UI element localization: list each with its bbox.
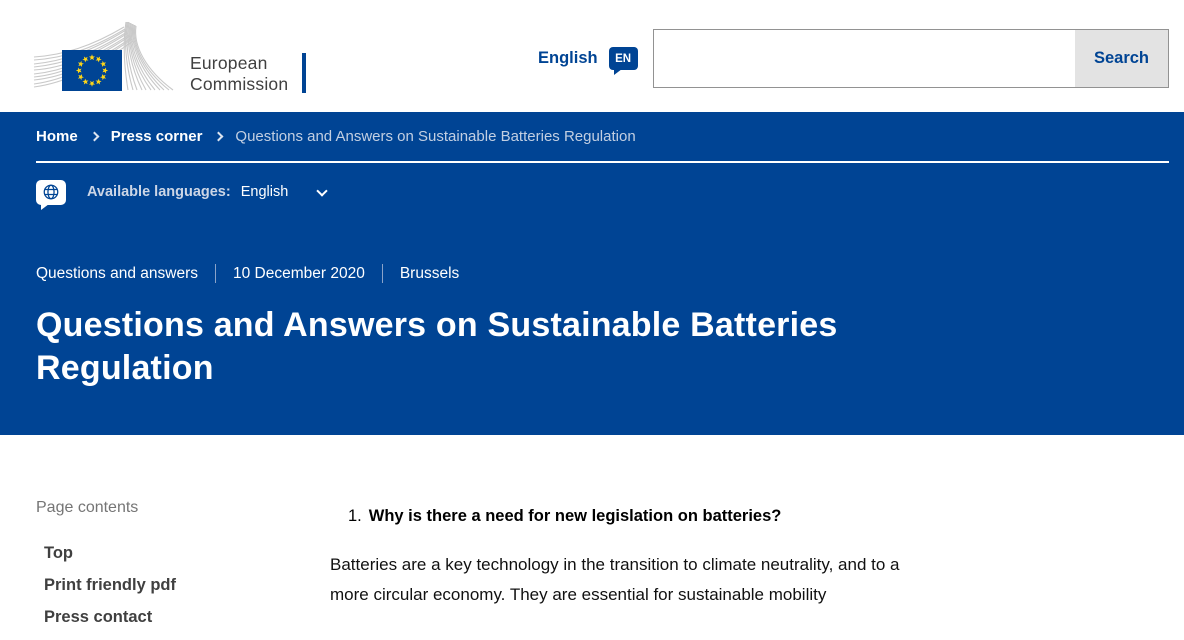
chevron-down-icon xyxy=(317,185,328,196)
breadcrumb-divider xyxy=(36,161,1169,163)
logo-line-2: Commission xyxy=(190,74,289,94)
globe-speech-bubble-icon xyxy=(36,180,66,205)
search-bar xyxy=(653,29,1169,88)
language-select[interactable] xyxy=(241,184,327,200)
sidebar-item-press-contact[interactable]: Press contact xyxy=(44,608,153,626)
header-language-label: English xyxy=(538,49,598,67)
en-speech-bubble-icon: EN xyxy=(609,47,638,70)
meta-date: 10 December 2020 xyxy=(232,264,365,282)
qa-question-row xyxy=(330,507,924,526)
page-title: Questions and Answers on Sustainable Batteries Regulation xyxy=(36,306,838,387)
hero-band xyxy=(0,112,1184,435)
article-content xyxy=(330,499,924,640)
meta-content-type: Questions and answers xyxy=(36,264,198,282)
language-select-value: English xyxy=(240,184,289,200)
logo-blue-bar xyxy=(302,53,306,93)
breadcrumb xyxy=(36,112,1169,161)
site-header xyxy=(0,0,1184,112)
chevron-right-icon xyxy=(89,132,99,142)
qa-question-number: 1. xyxy=(348,507,362,525)
breadcrumb-home[interactable]: Home xyxy=(36,128,78,145)
breadcrumb-press-corner[interactable]: Press corner xyxy=(110,128,203,145)
available-languages-bar xyxy=(36,177,1169,207)
european-commission-logo[interactable] xyxy=(34,20,306,95)
meta-location: Brussels xyxy=(399,264,460,282)
sidebar-item-print-friendly-pdf[interactable]: Print friendly pdf xyxy=(44,576,176,594)
page-contents-title: Page contents xyxy=(36,499,139,516)
qa-question-text: Why is there a need for new legislation on batteries? xyxy=(368,507,782,525)
sidebar-item-top[interactable]: Top xyxy=(44,544,74,562)
page-body xyxy=(0,435,1184,640)
globe-icon xyxy=(42,183,60,201)
page-contents-sidebar xyxy=(36,499,330,640)
meta-divider xyxy=(215,264,216,283)
breadcrumb-current-page: Questions and Answers on Sustainable Batteries Regulation xyxy=(235,128,636,145)
logo-line-1: European xyxy=(190,53,268,73)
search-input[interactable] xyxy=(654,30,1075,87)
header-language-selector[interactable] xyxy=(538,47,638,70)
ec-flag-swoosh-icon xyxy=(34,20,182,92)
article-meta xyxy=(36,264,1169,283)
logo-wordmark xyxy=(190,53,288,95)
meta-divider xyxy=(382,264,383,283)
chevron-right-icon xyxy=(214,132,224,142)
qa-answer-paragraph: Batteries are a key technology in the transition to climate neutrality, and to a more circular economy. They are essential for sustainable mobility xyxy=(330,555,900,604)
available-languages-label: Available languages: xyxy=(87,184,231,200)
search-button[interactable]: Search xyxy=(1075,30,1168,87)
